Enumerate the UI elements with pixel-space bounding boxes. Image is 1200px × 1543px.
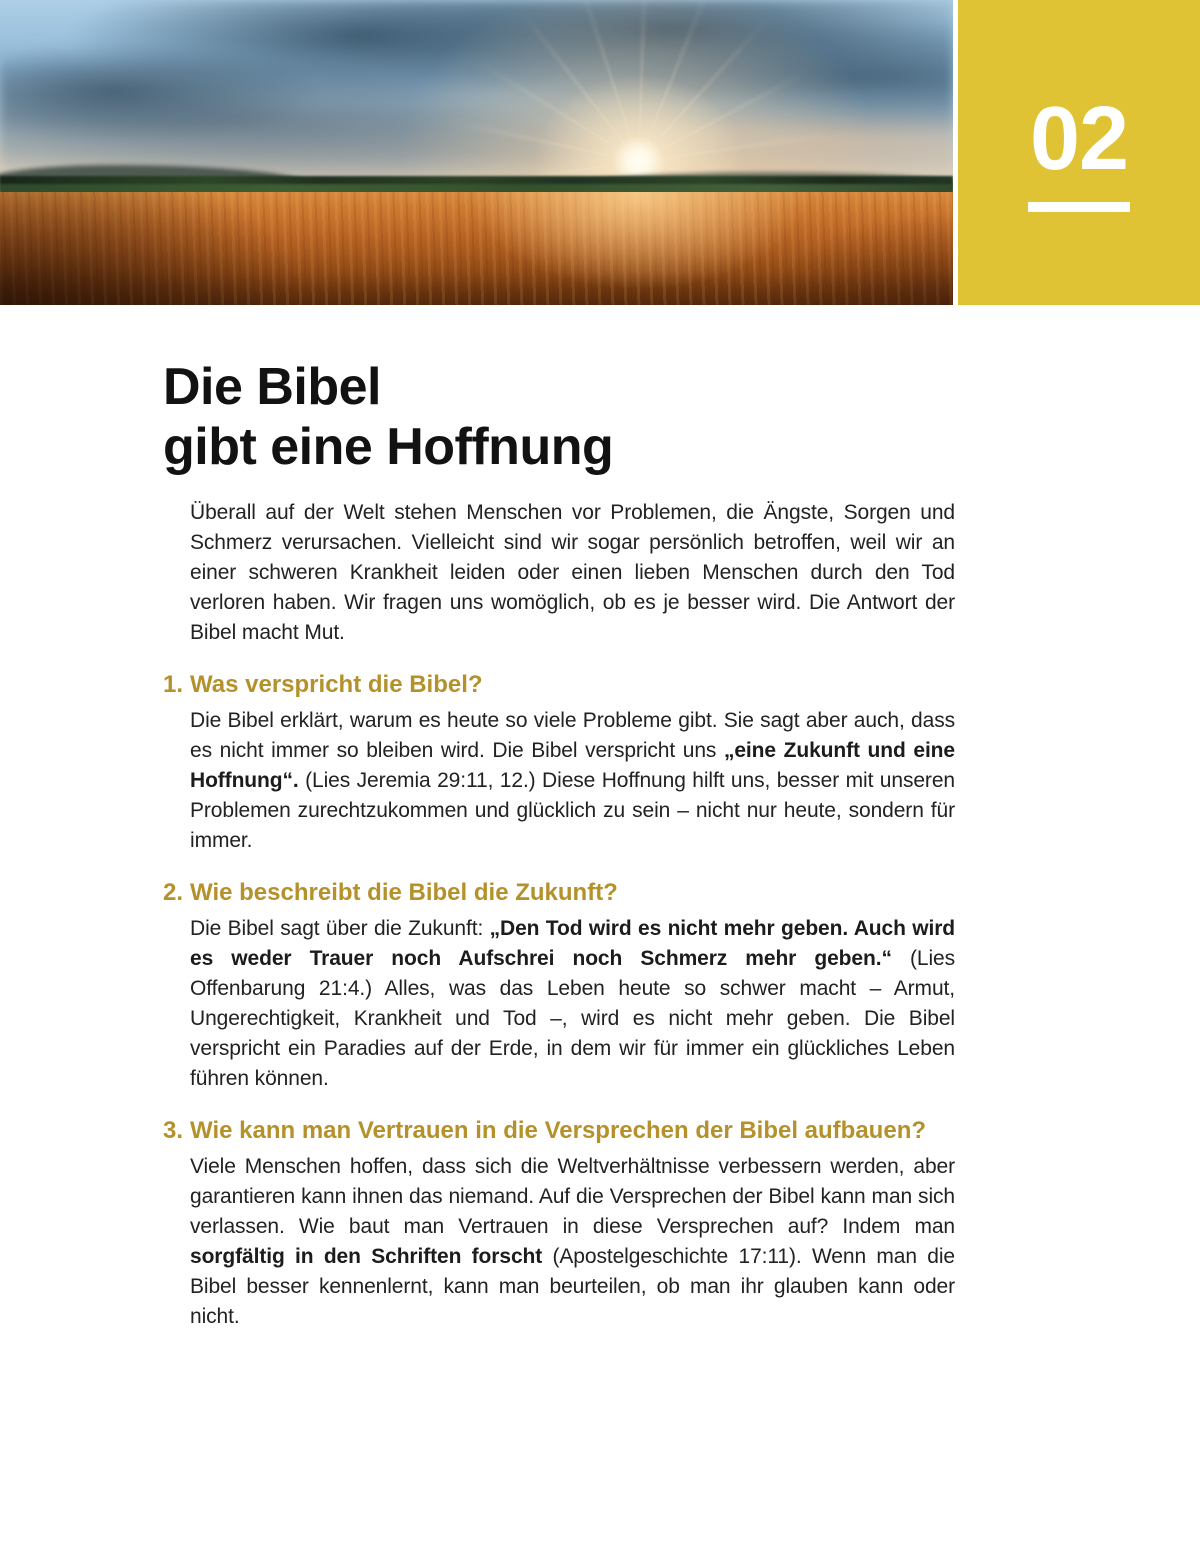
section-number: 1. <box>163 671 184 698</box>
section-number: 3. <box>163 1117 184 1144</box>
sections <box>163 670 955 1332</box>
lesson-number: 02 <box>1029 89 1129 189</box>
lesson-section <box>163 878 955 1094</box>
section-heading-text: Wie beschreibt die Bibel die Zukunft? <box>190 879 618 906</box>
wheat-field <box>0 192 953 305</box>
page-title-line2: gibt eine Hoffnung <box>163 418 614 476</box>
section-heading-text: Wie kann man Vertrauen in die Versprechen der Bibel aufbauen? <box>190 1117 927 1144</box>
section-paragraph: Die Bibel erklärt, warum es heute so viele Probleme gibt. Sie sagt aber auch, dass es nicht immer so bleiben wird. Die Bibel verspricht uns „eine Zukunft und eine Hoffnung“. (Lies Jeremia 29:11, 12.) Diese Hoffnung hilft uns, besser mit unseren Problemen zurechtzukommen und glücklich zu sein – nicht nur heute, sondern für immer. <box>190 709 955 852</box>
hero-header <box>0 0 1200 305</box>
section-number: 2. <box>163 879 184 906</box>
lesson-content <box>0 357 1200 1332</box>
page-title-line1: Die Bibel <box>163 358 381 416</box>
intro-paragraph: Überall auf der Welt stehen Menschen vor Problemen, die Ängste, Sorgen und Schmerz verursachen. Vielleicht sind wir sogar persönlich betroffen, weil wir an einer schweren Krankheit leiden oder einen lieben Menschen durch den Tod verloren haben. Wir fragen uns womöglich, ob es je besser wird. Die Antwort der Bibel macht Mut. <box>190 501 955 644</box>
section-heading <box>163 1116 955 1146</box>
lesson-number-underline <box>1028 202 1130 212</box>
section-paragraph: Die Bibel sagt über die Zukunft: „Den Tod wird es nicht mehr geben. Auch wird es weder Trauer noch Aufschrei noch Schmerz mehr geben.“ (Lies Offenbarung 21:4.) Alles, was das Leben heute so schwer macht – Armut, Ungerechtigkeit, Krankheit und Tod –, wird es nicht mehr geben. Die Bibel verspricht ein Paradies auf der Erde, in dem wir für immer ein glückliches Leben führen können. <box>190 917 956 1090</box>
section-heading-text: Was verspricht die Bibel? <box>190 671 483 698</box>
section-heading <box>163 670 955 700</box>
section-paragraph: Viele Menschen hoffen, dass sich die Weltverhältnisse verbessern werden, aber garantieren kann ihnen das niemand. Auf die Versprechen der Bibel kann man sich verlassen. Wie baut man Vertrauen in diese Versprechen auf? Indem man sorgfältig in den Schriften forscht (Apostelgeschichte 17:11). Wenn man die Bibel besser kennenlernt, kann man beurteilen, ob man ihr glauben kann oder nicht. <box>190 1155 956 1328</box>
lesson-number-badge <box>958 0 1200 305</box>
lesson-section <box>163 1116 955 1332</box>
lesson-section <box>163 670 955 856</box>
hero-photo-wheat-field-sunset <box>0 0 953 305</box>
section-heading <box>163 878 955 908</box>
page-title <box>163 357 955 477</box>
